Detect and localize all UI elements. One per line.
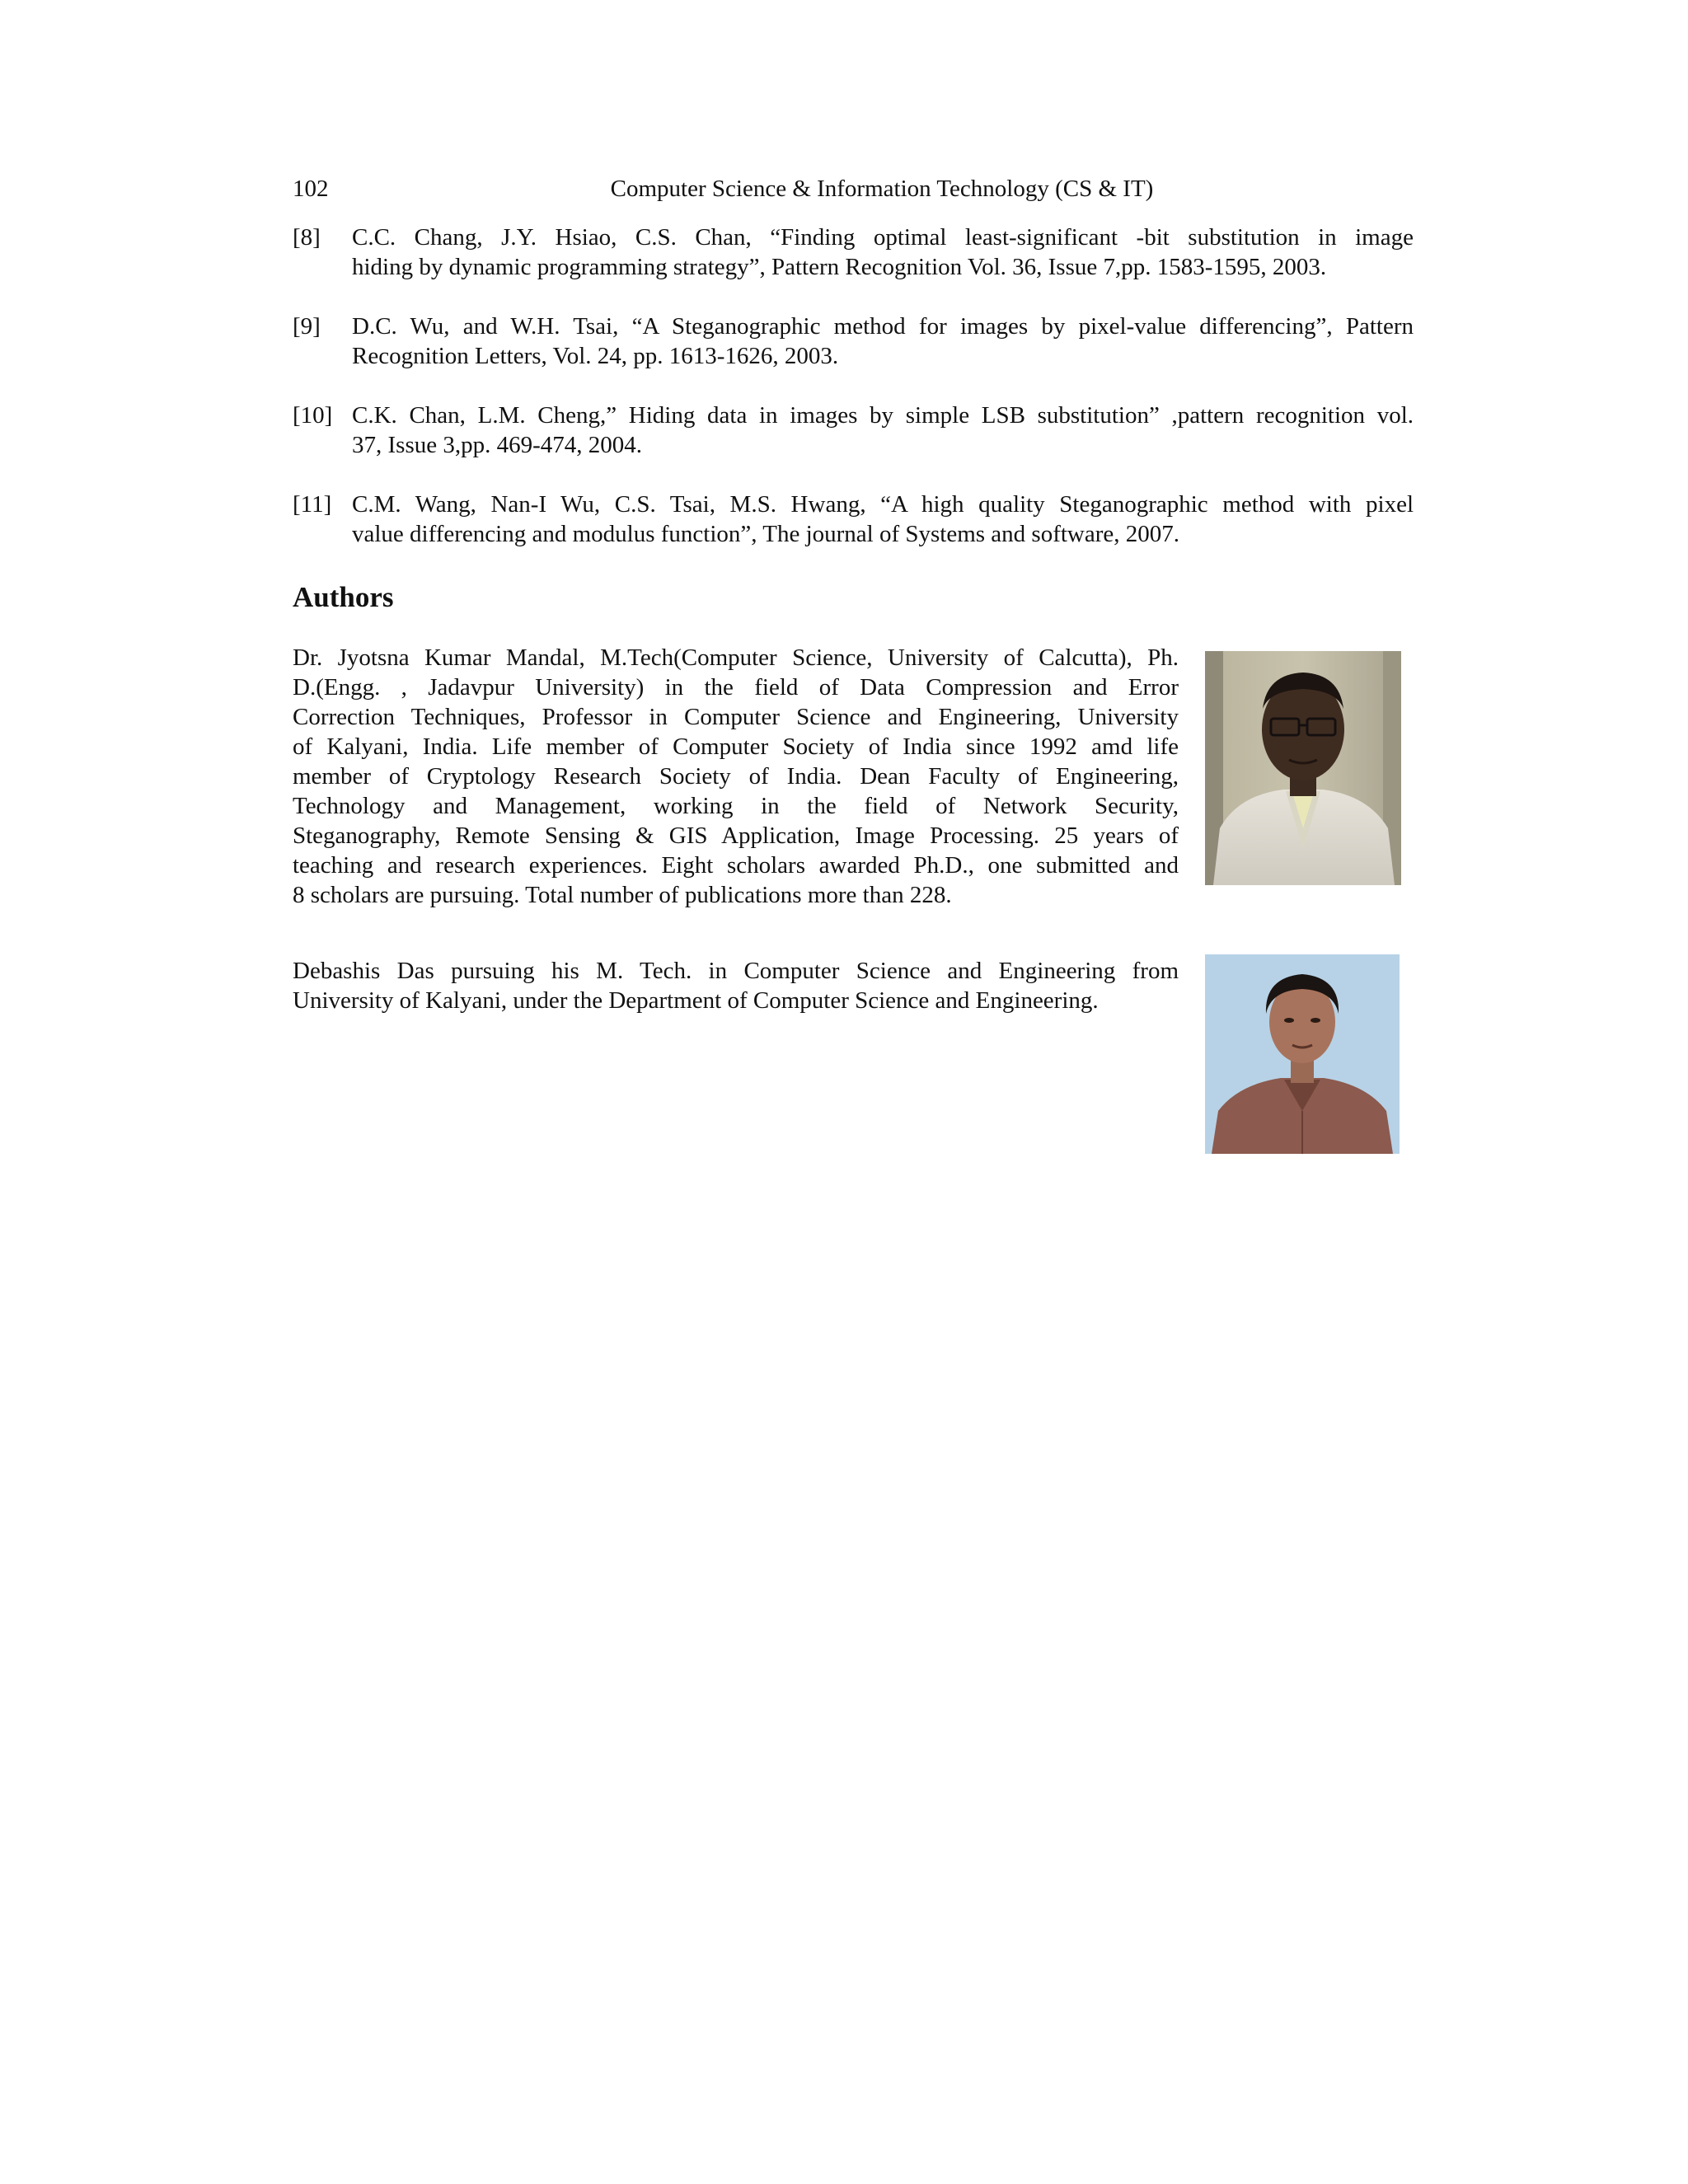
bio-line: member of Cryptology Research Society of India. Dean Faculty of Engineering, (293, 763, 1179, 790)
reference-line: C.M. Wang, Nan-I Wu, C.S. Tsai, M.S. Hwang, “A high quality Steganographic method with pixel (352, 491, 1414, 518)
reference-text (352, 490, 1414, 549)
reference-text (352, 401, 1414, 460)
reference-line: value differencing and modulus function”, The journal of Systems and software, 2007. (352, 521, 1180, 547)
reference-label: [11] (293, 491, 332, 518)
bio-line: University of Kalyani, under the Department of Computer Science and Engineering. (293, 987, 1099, 1014)
bio-line: Steganography, Remote Sensing & GIS Application, Image Processing. 25 years of (293, 823, 1179, 849)
bio-line: of Kalyani, India. Life member of Computer Society of India since 1992 amd life (293, 733, 1179, 760)
reference-line: C.C. Chang, J.Y. Hsiao, C.S. Chan, “Finding optimal least-significant -bit substitution in image (352, 224, 1414, 251)
author-photo-mandal (1205, 651, 1401, 885)
reference-text (352, 312, 1414, 371)
author-bio-mandal (293, 643, 1179, 910)
reference-line: 37, Issue 3,pp. 469-474, 2004. (352, 432, 643, 458)
bio-line: Dr. Jyotsna Kumar Mandal, M.Tech(Computer Science, University of Calcutta), Ph. (293, 644, 1179, 671)
reference-item (293, 312, 1414, 371)
authors-heading: Authors (293, 581, 394, 613)
bio-line: Correction Techniques, Professor in Computer Science and Engineering, University (293, 704, 1179, 730)
reference-text (352, 223, 1414, 282)
reference-label: [8] (293, 224, 321, 251)
bio-line: Debashis Das pursuing his M. Tech. in Computer Science and Engineering from (293, 958, 1179, 984)
reference-item (293, 401, 1414, 460)
reference-line: Recognition Letters, Vol. 24, pp. 1613-1626, 2003. (352, 343, 839, 369)
bio-line: D.(Engg. , Jadavpur University) in the field of Data Compression and Error (293, 674, 1179, 701)
reference-label: [10] (293, 402, 333, 429)
references-list (293, 223, 1414, 579)
bio-line: 8 scholars are pursuing. Total number of publications more than 228. (293, 882, 952, 908)
reference-line: C.K. Chan, L.M. Cheng,” Hiding data in images by simple LSB substitution” ,pattern recognition vol. (352, 402, 1414, 429)
reference-line: hiding by dynamic programming strategy”, Pattern Recognition Vol. 36, Issue 7,pp. 1583-1595, 2003. (352, 254, 1327, 280)
page-number: 102 (293, 176, 329, 202)
bio-line: teaching and research experiences. Eight scholars awarded Ph.D., one submitted and (293, 852, 1179, 879)
reference-item (293, 223, 1414, 282)
reference-item (293, 490, 1414, 549)
author-photo-das (1205, 954, 1400, 1154)
bio-line: Technology and Management, working in the field of Network Security, (293, 793, 1179, 819)
reference-label: [9] (293, 313, 321, 340)
reference-line: D.C. Wu, and W.H. Tsai, “A Steganographic method for images by pixel-value differencing”, Pattern (352, 313, 1414, 340)
author-bio-das (293, 956, 1179, 1015)
running-header: Computer Science & Information Technology (CS & IT) (610, 176, 1154, 202)
